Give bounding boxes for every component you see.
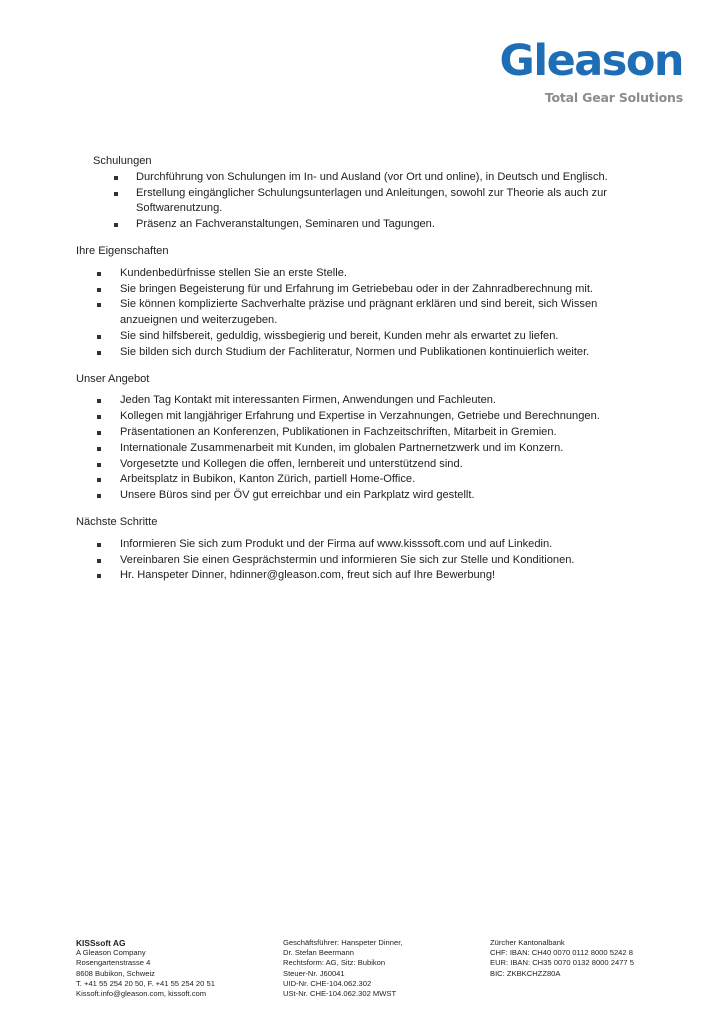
list-item	[76, 553, 656, 569]
footer-line: A Gleason Company	[76, 948, 146, 958]
list-item-text: Sie bilden sich durch Studium der Fachliteratur, Normen und Publikationen kontinuierlich weiter.	[120, 345, 590, 358]
list-item	[76, 568, 656, 584]
bullet-list	[76, 537, 656, 584]
bullet-square-icon	[97, 494, 101, 498]
bullet-square-icon	[97, 272, 101, 276]
footer-line: Kissoft.info@gleason.com, kissoft.com	[76, 989, 207, 999]
list-item-text: Unsere Büros sind per ÖV gut erreichbar und ein Parkplatz wird gestellt.	[120, 489, 475, 502]
bullet-square-icon	[97, 288, 101, 292]
bullet-square-icon	[114, 176, 118, 180]
list-item	[76, 488, 656, 504]
bullet-square-icon	[97, 463, 101, 467]
list-item-text: Vereinbaren Sie einen Gesprächstermin und informieren Sie sich zur Stelle und Konditionen.	[120, 553, 575, 566]
footer-line: Steuer-Nr. J60041	[283, 968, 345, 978]
section-heading: Ihre Eigenschaften	[76, 244, 169, 257]
list-item	[76, 217, 656, 233]
list-item-text: Kundenbedürfnisse stellen Sie an erste Stelle.	[120, 266, 347, 279]
footer-company-name: KISSsoft AG	[76, 938, 126, 948]
list-item-text: Durchführung von Schulungen im In- und Ausland (vor Ort und online), in Deutsch und Englisch.	[136, 170, 608, 183]
bullet-square-icon	[97, 543, 101, 547]
footer-line: Rosengartenstrasse 4	[76, 958, 151, 968]
list-item	[76, 441, 656, 457]
logo-wordmark: Gleason	[499, 36, 683, 86]
bullet-square-icon	[97, 399, 101, 403]
bullet-square-icon	[97, 335, 101, 339]
section-heading: Unser Angebot	[76, 372, 150, 385]
list-item	[76, 266, 656, 282]
footer-line: CHF: IBAN: CH40 0070 0112 8000 5242 8	[490, 948, 633, 958]
list-item-text: Arbeitsplatz in Bubikon, Kanton Zürich, partiell Home-Office.	[120, 473, 416, 486]
list-item	[76, 282, 656, 298]
list-item-text: Präsentationen an Konferenzen, Publikationen in Fachzeitschriften, Mitarbeit in Gremien.	[120, 425, 557, 438]
list-item-text: Präsenz an Fachveranstaltungen, Seminaren und Tagungen.	[136, 218, 435, 231]
section-angebot	[76, 372, 656, 504]
document-body	[76, 154, 656, 595]
list-item-text: Jeden Tag Kontakt mit interessanten Firmen, Anwendungen und Fachleuten.	[120, 394, 496, 407]
list-item-text: Erstellung eingänglicher Schulungsunterlagen und Anleitungen, sowohl zur Theorie als auch zur Softwarenutzung.	[136, 186, 607, 215]
list-item-text: Sie können komplizierte Sachverhalte präzise und prägnant erklären und sind bereit, sich Wissen anzueignen und weiterzugeben.	[120, 298, 598, 327]
list-item	[76, 472, 656, 488]
list-item-text: Sie sind hilfsbereit, geduldig, wissbegierig und bereit, Kunden mehr als erwartet zu liefen.	[120, 329, 559, 342]
list-item	[76, 393, 656, 409]
bullet-square-icon	[97, 351, 101, 355]
list-item	[76, 457, 656, 473]
list-item-text: Sie bringen Begeisterung für und Erfahrung im Getriebebau oder in der Zahnradberechnung mit.	[120, 282, 594, 295]
footer-line: T. +41 55 254 20 50, F. +41 55 254 20 51	[76, 978, 215, 988]
footer-line: 8608 Bubikon, Schweiz	[76, 968, 155, 978]
bullet-square-icon	[97, 415, 101, 419]
list-item	[76, 345, 656, 361]
list-item	[76, 537, 656, 553]
bullet-square-icon	[97, 431, 101, 435]
section-naechste-schritte	[76, 515, 656, 584]
gleason-logo	[500, 38, 683, 105]
bullet-list	[76, 266, 656, 361]
footer-bank-info	[490, 938, 690, 979]
section-eigenschaften	[76, 244, 656, 361]
logo-tagline: Total Gear Solutions	[544, 90, 683, 105]
footer-management-info	[283, 938, 483, 999]
footer-line: USt-Nr. CHE-104.062.302 MWST	[283, 989, 397, 999]
bullet-square-icon	[114, 192, 118, 196]
bullet-square-icon	[97, 478, 101, 482]
list-item	[76, 170, 656, 186]
bullet-square-icon	[114, 223, 118, 227]
bullet-square-icon	[97, 447, 101, 451]
section-schulungen	[76, 154, 656, 233]
bullet-square-icon	[97, 574, 101, 578]
bullet-list	[76, 170, 656, 233]
list-item-text: Internationale Zusammenarbeit mit Kunden, im globalen Partnernetzwerk und im Konzern.	[120, 441, 564, 454]
footer-line: BIC: ZKBKCHZZ80A	[490, 968, 561, 978]
list-item	[76, 425, 656, 441]
footer-line: EUR: IBAN: CH35 0070 0132 8000 2477 5	[490, 958, 634, 968]
bullet-square-icon	[97, 559, 101, 563]
list-item	[76, 409, 656, 425]
bullet-list	[76, 393, 656, 504]
footer-line: Geschäftsführer: Hanspeter Dinner,	[283, 938, 403, 947]
list-item-text: Hr. Hanspeter Dinner, hdinner@gleason.com, freut sich auf Ihre Bewerbung!	[120, 569, 496, 582]
footer-line: Rechtsform: AG, Sitz: Bubikon	[283, 958, 386, 968]
list-item-text: Informieren Sie sich zum Produkt und der Firma auf www.kisssoft.com und auf Linkedin.	[120, 537, 553, 550]
list-item-text: Kollegen mit langjähriger Erfahrung und Expertise in Verzahnungen, Getriebe und Berechnungen.	[120, 410, 600, 423]
list-item	[76, 297, 656, 329]
footer-line: Dr. Stefan Beermann	[283, 948, 354, 958]
bullet-square-icon	[97, 303, 101, 307]
footer-company-info	[76, 938, 276, 999]
list-item	[76, 186, 656, 218]
list-item-text: Vorgesetzte und Kollegen die offen, lernbereit und unterstützend sind.	[120, 457, 463, 470]
list-item	[76, 329, 656, 345]
section-heading: Schulungen	[93, 155, 152, 167]
footer-line: UID-Nr. CHE-104.062.302	[283, 978, 372, 988]
section-heading: Nächste Schritte	[76, 515, 158, 528]
footer-line: Zürcher Kantonalbank	[490, 938, 565, 947]
